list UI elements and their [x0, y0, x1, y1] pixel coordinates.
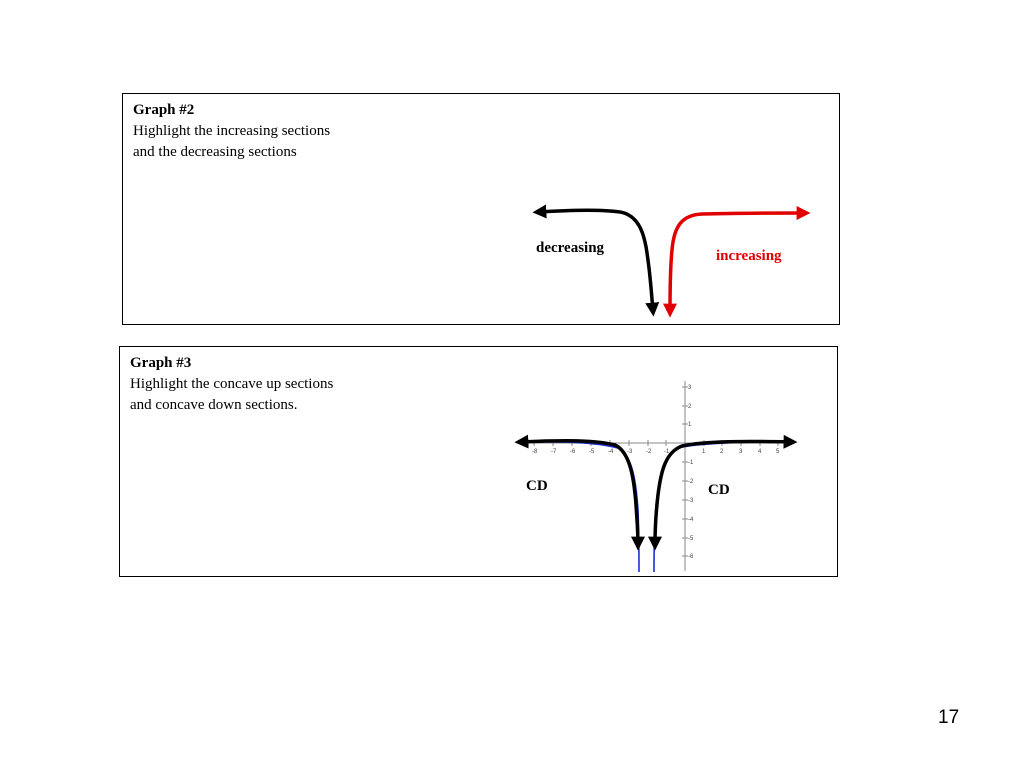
y-tick-label: -6 [688, 554, 694, 560]
graph-3-instructions [130, 353, 333, 416]
x-tick-label: -5 [589, 449, 595, 455]
page-number: 17 [938, 707, 960, 728]
x-tick-label: 4 [758, 449, 762, 455]
concave-down-label-right: CD [708, 482, 730, 498]
graph-2-instructions [133, 100, 330, 163]
x-tick-label: -3 [627, 449, 633, 455]
x-tick-label: -7 [551, 449, 557, 455]
x-tick-label: 2 [720, 449, 724, 455]
graph-3-line-1: Highlight the concave up sections [130, 376, 334, 392]
x-tick-label: -6 [570, 449, 576, 455]
increasing-label: increasing [716, 248, 782, 264]
graph-2-line-2: and the decreasing sections [133, 144, 297, 160]
x-tick-label: -2 [646, 449, 652, 455]
y-tick-label: 2 [688, 404, 692, 410]
graph-2-line-1: Highlight the increasing sections [133, 123, 331, 139]
concave-down-label-left: CD [526, 478, 548, 494]
y-tick-label: -5 [688, 536, 694, 542]
graph-2-panel [122, 93, 840, 325]
y-tick-label: -3 [688, 498, 694, 504]
graph-3-title: Graph #3 [130, 355, 192, 371]
y-tick-label: 3 [688, 385, 692, 391]
x-tick-label: -8 [532, 449, 538, 455]
graph-3-line-2: and concave down sections. [130, 397, 298, 413]
x-tick-label: 1 [702, 449, 706, 455]
y-tick-label: -1 [688, 460, 694, 466]
y-tick-label: -4 [688, 517, 694, 523]
y-tick-label: 1 [688, 422, 692, 428]
x-tick-label: 5 [776, 449, 780, 455]
graph-2-title: Graph #2 [133, 102, 195, 118]
graph-3-panel [119, 346, 838, 577]
decreasing-label: decreasing [536, 240, 605, 256]
x-tick-label: 3 [739, 449, 743, 455]
x-tick-label: -4 [608, 449, 614, 455]
y-tick-label: -2 [688, 479, 694, 485]
x-tick-label: -1 [664, 449, 670, 455]
